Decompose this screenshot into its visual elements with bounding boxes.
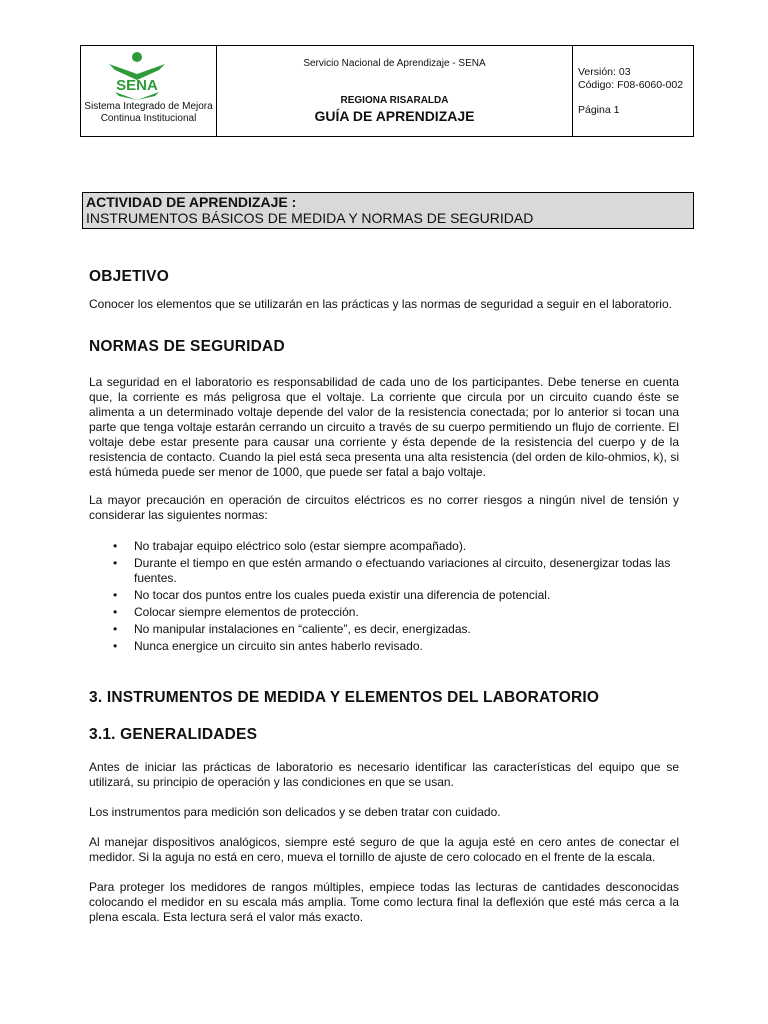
sena-logo (101, 50, 173, 100)
document-title: GUÍA DE APRENDIZAJE (314, 108, 475, 124)
section-3-heading: 3. INSTRUMENTOS DE MEDIDA Y ELEMENTOS DEL LABORATORIO (89, 689, 600, 706)
section-3-paragraph-4: Para proteger los medidores de rangos múltiples, empiece todas las lecturas de cantidades desconocidas colocando el medidor en su escala más amplia. Tome como lectura final la deflexión que esté más cerca a la plena escala. Esta lectura será el valor más exacto. (89, 880, 679, 924)
list-item-text: No tocar dos puntos entre los cuales pueda existir una diferencia de potencial. (134, 588, 551, 602)
objetivo-heading: OBJETIVO (89, 268, 169, 285)
section-3-paragraph-1: Antes de iniciar las prácticas de laboratorio es necesario identificar las características del equipo que se utilizará, su principio de operación y las condiciones en que se usan. (89, 760, 679, 789)
list-item (89, 588, 679, 603)
logo-text: SENA (116, 77, 158, 94)
list-item (89, 605, 679, 620)
bullet-icon: • (113, 639, 118, 653)
bullet-icon: • (113, 539, 118, 553)
header-logo-cell (81, 46, 217, 136)
list-item (89, 556, 679, 586)
objetivo-text: Conocer los elementos que se utilizarán en las prácticas y las normas de seguridad a seguir en el laboratorio. (89, 297, 672, 311)
bullet-icon: • (113, 556, 118, 570)
normas-paragraph-1: La seguridad en el laboratorio es responsabilidad de cada uno de los participantes. Debe tenerse en cuenta que, la corriente es más peligrosa que el voltaje. La corriente que circula por un circuito cuando éste se alimenta a un determinado voltaje depende del valor de la resistencia conectada; por lo anterior si tocan una parte que tenga voltaje estarán cerrando un circuito a través de su cuerpo permitiendo un flujo de corriente. El voltaje debe estar presente para causar una corriente y ésta depende de la resistencia del cuerpo y de la resistencia de contacto. Cuando la piel está seca presenta una alta resistencia (del orden de kilo-ohmios, k), si está húmeda puede ser menor de 1000, que puede ser fatal a bajo voltaje. (89, 375, 679, 479)
institution-name: Servicio Nacional de Aprendizaje - SENA (303, 58, 486, 69)
safety-rules-list (89, 539, 679, 656)
version-label: Versión: 03 (578, 66, 631, 78)
normas-paragraph-2: La mayor precaución en operación de circuitos eléctricos es no correr riesgos a ningún nivel de tensión y considerar las siguientes normas: (89, 493, 679, 522)
code-label: Código: F08-6060-002 (578, 79, 684, 91)
bullet-icon: • (113, 605, 118, 619)
list-item (89, 639, 679, 654)
header-title-cell (217, 46, 573, 136)
section-3-paragraph-3: Al manejar dispositivos analógicos, siempre esté seguro de que la aguja esté en cero antes de conectar el medidor. Si la aguja no está en cero, mueva el tornillo de ajuste de cero colocado en el frente de la escala. (89, 835, 679, 864)
list-item (89, 622, 679, 637)
activity-label: ACTIVIDAD DE APRENDIZAJE : (86, 194, 297, 210)
list-item-text: Durante el tiempo en que estén armando o efectuando variaciones al circuito, desenergizar todas las fuentes. (134, 556, 671, 585)
region-name: REGIONA RISARALDA (340, 95, 449, 106)
activity-box (82, 192, 694, 229)
activity-title: INSTRUMENTOS BÁSICOS DE MEDIDA Y NORMAS DE SEGURIDAD (86, 210, 534, 226)
list-item-text: No trabajar equipo eléctrico solo (estar siempre acompañado). (134, 539, 467, 553)
list-item (89, 539, 679, 554)
list-item-text: No manipular instalaciones en “caliente”, es decir, energizadas. (134, 622, 471, 636)
list-item-text: Nunca energice un circuito sin antes haberlo revisado. (134, 639, 423, 653)
page-label: Página 1 (578, 104, 620, 116)
bullet-icon: • (113, 588, 118, 602)
bullet-icon: • (113, 622, 118, 636)
logo-caption: Sistema Integrado de Mejora Continua Institucional (84, 101, 213, 124)
normas-heading: NORMAS DE SEGURIDAD (89, 338, 285, 355)
section-3-1-heading: 3.1. GENERALIDADES (89, 726, 258, 743)
list-item-text: Colocar siempre elementos de protección. (134, 605, 359, 619)
section-3-paragraph-2: Los instrumentos para medición son delicados y se deben tratar con cuidado. (89, 805, 501, 819)
header-meta-cell (573, 46, 693, 136)
document-header (80, 45, 694, 137)
